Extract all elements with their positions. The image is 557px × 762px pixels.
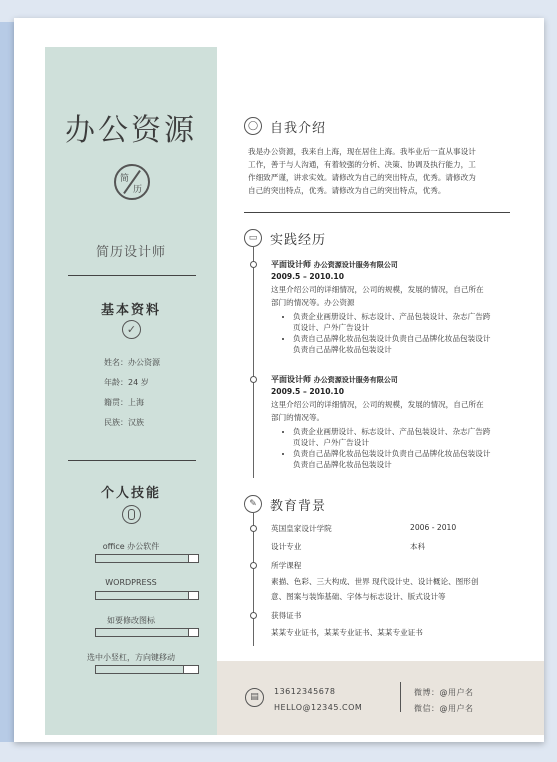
skill-label: office 办公软件 bbox=[102, 542, 160, 551]
skill-bar bbox=[95, 591, 199, 600]
basic-info-title: 基本资料 bbox=[100, 303, 161, 318]
job-title: 平面设计师 办公资源设计服务有限公司 bbox=[271, 260, 398, 269]
school-name: 英国皇家设计学院 bbox=[271, 524, 332, 533]
job-bullets bbox=[282, 311, 538, 355]
education-title: 教育背景 bbox=[270, 499, 327, 514]
timeline-line bbox=[253, 246, 254, 478]
email: HELLO@12345.COM bbox=[274, 703, 363, 712]
about-text bbox=[248, 145, 538, 197]
major: 设计专业 bbox=[271, 542, 302, 551]
skill-label: 如要修改图标 bbox=[107, 616, 155, 625]
job-bullet: • 负责自己品牌化妆品包装设计负责自己品牌化妆品包装设计 负责自己品牌化妆品包装设计 bbox=[293, 333, 538, 355]
about-title: 自我介绍 bbox=[270, 121, 327, 136]
skill-fill bbox=[96, 666, 184, 673]
certs-title: 获得证书 bbox=[271, 611, 302, 620]
logo-char-1: 简 bbox=[120, 174, 130, 184]
skill-label: WORDPRESS bbox=[105, 578, 157, 587]
wechat: 微信：@用户名 bbox=[414, 704, 474, 713]
timeline-dot bbox=[250, 525, 257, 532]
check-icon: ✓ bbox=[122, 320, 141, 339]
resume-page bbox=[14, 18, 544, 742]
skills-title: 个人技能 bbox=[100, 486, 161, 501]
practice-title: 实践经历 bbox=[270, 233, 327, 248]
job-role: 简历设计师 bbox=[95, 245, 166, 260]
job-description bbox=[271, 398, 541, 424]
about-line: 自己的突出特点，优秀。请修改为自己的突出特点，优秀。 bbox=[248, 186, 446, 195]
about-line: 工作，善于与人沟通，有着较强的分析、决策、协调及执行能力，工 bbox=[248, 160, 476, 169]
skill-bar bbox=[95, 665, 199, 674]
timeline-dot bbox=[250, 261, 257, 268]
courses-title: 所学课程 bbox=[271, 561, 302, 570]
resume-logo-icon bbox=[114, 164, 150, 200]
briefcase-icon: ▭ bbox=[244, 229, 262, 247]
weibo: 微博：@用户名 bbox=[414, 688, 474, 697]
study-years: 2006 - 2010 bbox=[410, 523, 457, 532]
logo-char-2: 历 bbox=[133, 185, 143, 195]
courses-text bbox=[271, 574, 536, 604]
main-content bbox=[217, 47, 544, 735]
timeline-dot bbox=[250, 376, 257, 383]
skill-fill bbox=[96, 592, 189, 599]
candidate-name: 办公资源 bbox=[65, 113, 197, 148]
job-desc-line: 部门的情况等。办公资源 bbox=[271, 298, 355, 307]
contact-bar bbox=[217, 661, 544, 735]
divider bbox=[244, 212, 510, 213]
sidebar bbox=[45, 47, 217, 735]
info-name: 姓名：办公资源 bbox=[104, 358, 160, 367]
skill-bar bbox=[95, 628, 199, 637]
job-bullet: • 负责企业画册设计、标志设计、产品包装设计、杂志广告跨 页设计、户外广告设计 bbox=[293, 426, 538, 448]
skill-label: 选中小竖杠，方向键移动 bbox=[87, 653, 175, 662]
skill-fill bbox=[96, 555, 189, 562]
job-description bbox=[271, 283, 541, 309]
divider bbox=[68, 460, 196, 461]
courses-line: 素描、色彩、三大构成、世界 现代设计史、设计概论、图形创 bbox=[271, 577, 479, 586]
job-bullets bbox=[282, 426, 538, 470]
job-bullet: • 负责企业画册设计、标志设计、产品包装设计、杂志广告跨 页设计、户外广告设计 bbox=[293, 311, 538, 333]
person-icon: ◯ bbox=[244, 117, 262, 135]
skill-fill bbox=[96, 629, 189, 636]
job-date: 2009.5 – 2010.10 bbox=[271, 272, 344, 281]
job-title: 平面设计师 办公资源设计服务有限公司 bbox=[271, 375, 398, 384]
info-hometown: 籍贯：上海 bbox=[104, 398, 144, 407]
job-date: 2009.5 – 2010.10 bbox=[271, 387, 344, 396]
job-bullet: • 负责自己品牌化妆品包装设计负责自己品牌化妆品包装设计 负责自己品牌化妆品包装设计 bbox=[293, 448, 538, 470]
about-line: 作细致严谨，讲求实效。请修改为自己的突出特点，优秀。请修改为 bbox=[248, 173, 476, 182]
timeline-line bbox=[253, 512, 254, 646]
degree: 本科 bbox=[410, 542, 426, 551]
contact-divider bbox=[400, 682, 401, 712]
courses-line: 意、图案与装饰基础、字体与标志设计、版式设计等 bbox=[271, 592, 446, 601]
pencil-icon: ✎ bbox=[244, 495, 262, 513]
timeline-dot bbox=[250, 612, 257, 619]
timeline-dot bbox=[250, 562, 257, 569]
divider bbox=[68, 275, 196, 276]
info-age: 年龄：24 岁 bbox=[104, 378, 149, 387]
phone: 13612345678 bbox=[274, 687, 336, 696]
skill-bar bbox=[95, 554, 199, 563]
mouse-icon bbox=[122, 505, 141, 524]
about-line: 我是办公资源，我来自上海，现在居住上海。我毕业后一直从事设计 bbox=[248, 147, 476, 156]
job-desc-line: 这里介绍公司的详细情况，公司的规模，发展的情况，自己所在 bbox=[271, 400, 484, 409]
job-desc-line: 这里介绍公司的详细情况，公司的规模，发展的情况，自己所在 bbox=[271, 285, 484, 294]
chat-icon: ▤ bbox=[245, 688, 264, 707]
info-ethnicity: 民族：汉族 bbox=[104, 418, 144, 427]
job-desc-line: 部门的情况等。 bbox=[271, 413, 325, 422]
certs-text: 某某专业证书，某某专业证书、某某专业证书 bbox=[271, 628, 423, 637]
